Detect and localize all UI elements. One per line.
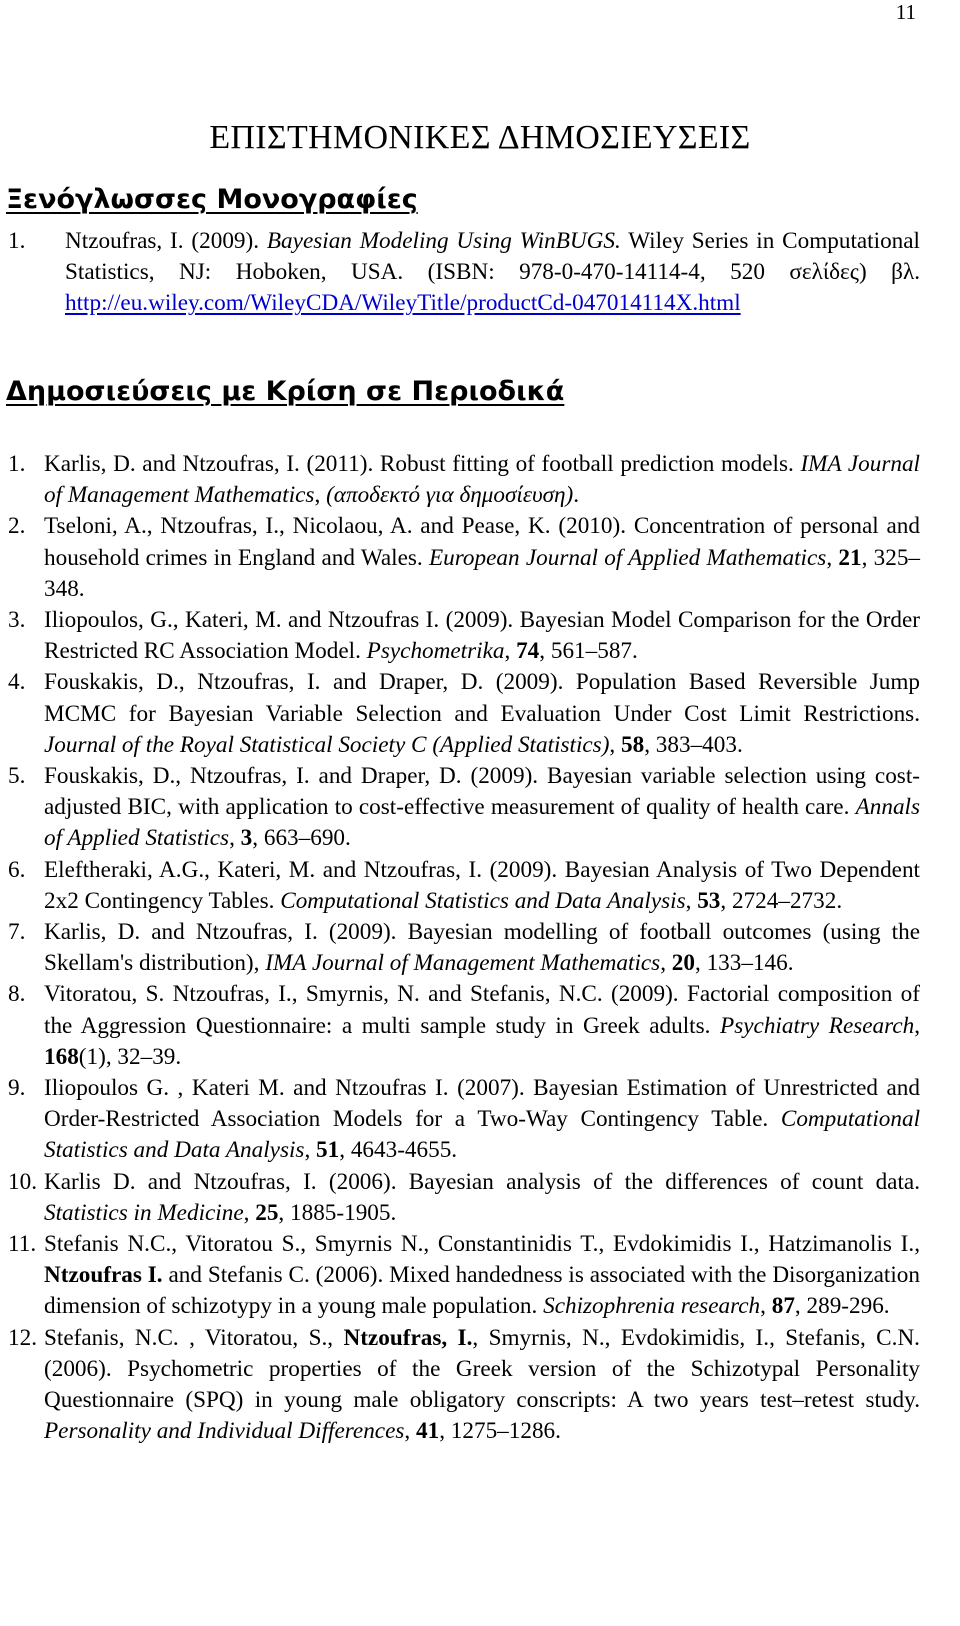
item-volume: 53 bbox=[697, 887, 721, 914]
item-separator: , bbox=[914, 1012, 920, 1039]
item-separator: , bbox=[826, 544, 839, 571]
monograph-list bbox=[0, 226, 960, 320]
page-title: ΕΠΙΣΤΗΜΟΝΙΚΕΣ ΔΗΜΟΣΙΕΥΣΕΙΣ bbox=[209, 119, 751, 156]
item-pages: , 383–403. bbox=[644, 731, 743, 758]
item-pages: , 1275–1286. bbox=[439, 1418, 561, 1445]
item-volume: 58 bbox=[621, 731, 645, 758]
item-journal: Computational Statistics and Data Analysis bbox=[44, 1106, 921, 1164]
item-separator: , bbox=[504, 638, 517, 665]
item-volume: 21 bbox=[838, 544, 862, 571]
item-volume: 20 bbox=[671, 950, 695, 977]
item-citation: Karlis, D. and Ntzoufras, I. (2009). Bayesian modelling of football outcomes (using the Skellam's distribution), bbox=[44, 919, 920, 977]
publication-item bbox=[0, 855, 960, 917]
item-citation: Iliopoulos G. , Kateri M. and Ntzoufras I. (2007). Bayesian Estimation of Unrestricted and Order-Restricted Association Models for a Two-Way Contingency Table. bbox=[44, 1075, 920, 1133]
item-volume: 51 bbox=[316, 1137, 340, 1164]
item-volume: 87 bbox=[771, 1293, 795, 1320]
item-number: 7. bbox=[8, 919, 26, 946]
item-number: 5. bbox=[8, 763, 26, 790]
item-citation: Fouskakis, D., Ntzoufras, I. and Draper, D. (2009). Bayesian variable selection using cost-adjusted BIC, with application to cost-effective measurement of quality of health care. bbox=[44, 763, 920, 821]
item-number: 11. bbox=[8, 1231, 37, 1258]
item-number: 2. bbox=[8, 513, 26, 540]
item-pages: (1), 32–39. bbox=[78, 1043, 182, 1070]
item-separator: , bbox=[304, 1137, 317, 1164]
item-number: 1. bbox=[8, 228, 26, 254]
item-journal: Psychometrika bbox=[366, 638, 505, 665]
item-citation: Eleftheraki, A.G., Kateri, M. and Ntzoufras, I. (2009). Bayesian Analysis of Two Dependent 2x2 Contingency Tables. bbox=[44, 856, 920, 914]
item-journal: Schizophrenia research bbox=[543, 1293, 761, 1320]
publication-item bbox=[0, 761, 960, 855]
item-pages: , 289-296. bbox=[794, 1293, 890, 1320]
item-number: 8. bbox=[8, 981, 26, 1008]
item-separator: , bbox=[314, 482, 327, 509]
item-journal: IMA Journal of Management Mathematics bbox=[265, 950, 661, 977]
item-number: 3. bbox=[8, 607, 26, 634]
item-journal: Personality and Individual Differences bbox=[44, 1418, 405, 1445]
item-highlighted-author: Ntzoufras, I. bbox=[343, 1324, 473, 1351]
item-separator: , bbox=[660, 950, 672, 977]
journal-publication-list bbox=[0, 449, 960, 1448]
item-number: 1. bbox=[8, 451, 26, 477]
item-authors: Ntzoufras, I. (2009). bbox=[65, 228, 260, 254]
item-journal: Statistics in Medicine bbox=[44, 1199, 244, 1226]
item-pages: , 663–690. bbox=[252, 825, 351, 852]
item-volume: 41 bbox=[416, 1418, 440, 1445]
item-journal: Computational Statistics and Data Analysis bbox=[280, 887, 686, 914]
publication-item bbox=[0, 1229, 960, 1323]
item-journal: Annals of Applied Statistics bbox=[44, 794, 921, 852]
item-pages: . bbox=[573, 482, 580, 509]
item-volume: 74 bbox=[516, 638, 540, 665]
publication-item bbox=[0, 1073, 960, 1167]
page-number: 11 bbox=[895, 0, 916, 24]
item-number: 4. bbox=[8, 669, 26, 696]
publication-item bbox=[0, 605, 960, 667]
publication-item bbox=[0, 917, 960, 979]
publication-item bbox=[0, 979, 960, 1073]
item-status: (αποδεκτό για δημοσίευση) bbox=[326, 482, 574, 509]
item-separator: , bbox=[685, 887, 698, 914]
item-citation: Stefanis, N.C. , Vitoratou, S., bbox=[44, 1324, 344, 1351]
item-pages: , 133–146. bbox=[694, 950, 794, 977]
item-journal: Journal of the Royal Statistical Society C (Applied Statistics) bbox=[44, 731, 610, 758]
item-citation: Karlis D. and Ntzoufras, I. (2006). Bayesian analysis of the differences of count data. bbox=[44, 1168, 920, 1195]
section-heading-monographs: Ξενόγλωσσες Μονογραφίες bbox=[6, 184, 418, 215]
item-pages: , 325–348. bbox=[44, 544, 921, 602]
item-separator: , bbox=[760, 1293, 772, 1320]
item-citation: Iliopoulos, G., Kateri, M. and Ntzoufras I. (2009). Bayesian Model Comparison for the Order Restricted RC Association Model. bbox=[44, 607, 920, 665]
item-separator: , bbox=[609, 731, 622, 758]
item-separator: , bbox=[243, 1199, 256, 1226]
item-citation: Karlis, D. and Ntzoufras, I. (2011). Robust fitting of football prediction models. bbox=[44, 451, 794, 477]
item-pages: , 1885-1905. bbox=[278, 1199, 397, 1226]
item-separator: , bbox=[404, 1418, 416, 1445]
item-details: Wiley Series in Computational Statistics, NJ: Hoboken, USA. (ISBN: 978-0-470-14114-4, 520 σελίδες) βλ. bbox=[65, 228, 920, 286]
item-highlighted-author: Ntzoufras I. bbox=[44, 1262, 163, 1289]
item-title: Bayesian Modeling Using WinBUGS. bbox=[266, 228, 621, 254]
item-pages: , 2724–2732. bbox=[720, 887, 843, 914]
item-citation: Tseloni, A., Ntzoufras, I., Nicolaou, A. and Pease, K. (2010). Concentration of personal and household crimes in England and Wales. bbox=[44, 513, 920, 571]
publication-item bbox=[0, 667, 960, 761]
item-journal: European Journal of Applied Mathematics bbox=[429, 544, 827, 571]
item-number: 10. bbox=[8, 1168, 37, 1195]
publication-item bbox=[0, 511, 960, 605]
publication-item bbox=[0, 449, 960, 511]
item-citation: Stefanis N.C., Vitoratou S., Smyrnis N., Constantinidis T., Evdokimidis I., Hatzimanolis I., bbox=[44, 1231, 920, 1258]
item-journal: Psychiatry Research bbox=[720, 1012, 915, 1039]
item-volume: 168 bbox=[44, 1043, 79, 1070]
publisher-link[interactable]: http://eu.wiley.com/WileyCDA/WileyTitle/productCd-047014114X.html bbox=[65, 290, 741, 317]
publication-item bbox=[0, 1167, 960, 1229]
publication-item bbox=[0, 1323, 960, 1448]
item-citation: Fouskakis, D., Ntzoufras, I. and Draper, D. (2009). Population Based Reversible Jump MCMC for Bayesian Variable Selection and Evaluation Under Cost Limit Restrictions. bbox=[44, 669, 920, 727]
item-citation: Vitoratou, S. Ntzoufras, I., Smyrnis, N. and Stefanis, N.C. (2009). Factorial composition of the Aggression Questionnaire: a multi sample study in Greek adults. bbox=[44, 981, 920, 1039]
item-separator: , bbox=[229, 825, 241, 852]
item-number: 6. bbox=[8, 856, 26, 883]
item-journal: IMA Journal of Management Mathematics bbox=[44, 451, 921, 509]
item-citation-cont: , Smyrnis, N., Evdokimidis, I., Stefanis, C.N. (2006). Psychometric properties of the Greek version of the Schizotypal Personality Questionnaire (SPQ) in young male obligatory conscripts: A two years test–retest study. bbox=[44, 1324, 920, 1414]
item-number: 12. bbox=[8, 1324, 37, 1351]
monograph-item bbox=[0, 226, 960, 320]
item-citation-cont: and Stefanis C. (2006). Mixed handedness is associated with the Disorganization dimension of schizotypy in a young male population. bbox=[44, 1262, 920, 1320]
item-number: 9. bbox=[8, 1075, 26, 1102]
item-volume: 3 bbox=[240, 825, 253, 852]
item-volume: 25 bbox=[255, 1199, 279, 1226]
section-heading-journals: Δημοσιεύσεις με Κρίση σε Περιοδικά bbox=[6, 376, 565, 407]
item-pages: , 561–587. bbox=[539, 638, 638, 665]
item-pages: , 4643-4655. bbox=[339, 1137, 458, 1164]
